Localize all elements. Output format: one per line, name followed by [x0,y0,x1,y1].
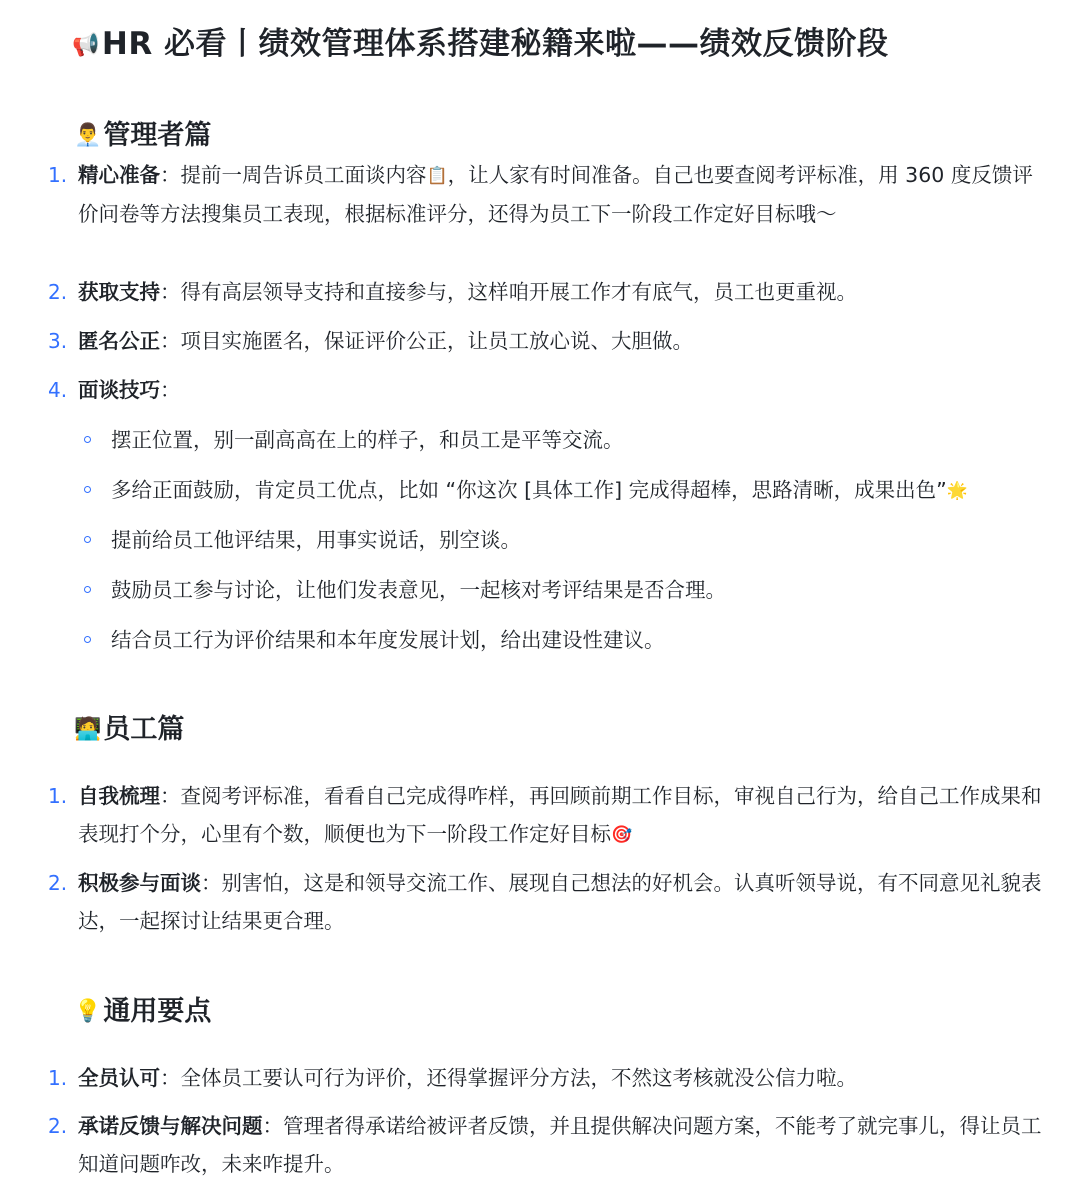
section-heading-text: 管理者篇 [103,120,212,151]
list-item-text [78,1107,1044,1183]
section-heading-manager [74,116,211,156]
bullet-icon [84,486,91,493]
item-text: ：提前一周告诉员工面谈内容 [160,163,427,187]
bullet-text: 结合员工行为评价结果和本年度发展计划，给出建设性建议。 [111,628,665,652]
item-text: ：别害怕，这是和领导交流工作、展现自己想法的好机会。认真听领导说，有不同意见礼貌表达，一起探讨让结果更合理。 [78,871,1042,933]
list-number: 1. [48,1066,68,1090]
technologist-icon: 🧑‍💻 [74,717,102,742]
bullet-text: 摆正位置，别一副高高在上的样子，和员工是平等交流。 [111,428,624,452]
bullet-icon [84,636,91,643]
bullet-text: 提前给员工他评结果，用事实说话，别空谈。 [111,528,521,552]
item-label: 匿名公正 [78,329,160,353]
list-number: 3. [48,329,68,353]
list-item [48,1107,1048,1187]
list-number: 1. [48,163,68,187]
bullet-icon [84,536,91,543]
item-text: ：管理者得承诺给被评者反馈，并且提供解决问题方案，不能考了就完事儿，得让员工知道问题咋改，未来咋提升。 [78,1114,1042,1176]
list-item-text [78,371,1044,409]
list-number: 1. [48,784,68,808]
item-text: ：全体员工要认可行为评价，还得掌握评分方法，不然这考核就没公信力啦。 [160,1066,857,1090]
target-icon: 🎯 [611,825,633,845]
section-heading-general [74,992,211,1032]
list-item-text [78,777,1044,854]
list-number: 4. [48,378,68,402]
item-text: ： [160,378,181,402]
list-number: 2. [48,280,68,304]
megaphone-icon: 📢 [72,33,100,58]
item-label: 精心准备 [78,163,160,187]
glowing-star-icon: 🌟 [946,481,968,501]
list-item [48,156,1048,236]
section-heading-text: 员工篇 [103,714,185,745]
item-label: 获取支持 [78,280,160,304]
bullet-icon [84,436,91,443]
item-label: 积极参与面谈 [78,871,201,895]
list-item-text [78,322,1044,360]
list-number: 2. [48,1114,68,1138]
list-item-text [78,864,1044,940]
list-number: 2. [48,871,68,895]
item-label: 全员认可 [78,1066,160,1090]
item-text-continued: ，让人家有时间准备。自己也要查阅考评标准，用 360 度反馈评价问卷等方法搜集员工表现，根据标准评分，还得为员工下一阶段工作定好目标哦～ [78,163,1033,226]
bullet-icon [84,586,91,593]
list-item [48,777,1048,857]
bullet-text: 鼓励员工参与讨论，让他们发表意见，一起核对考评结果是否合理。 [111,578,726,602]
clipboard-icon: 📋 [426,166,448,186]
bullet-text-wrapper [111,471,968,510]
item-text: ：得有高层领导支持和直接参与，这样咱开展工作才有底气，员工也更重视。 [160,280,857,304]
list-item-text [78,273,1044,311]
list-item-text [78,156,1044,233]
section-heading-text: 通用要点 [103,996,212,1027]
bullet-text: 多给正面鼓励，肯定员工优点，比如 “你这次 [具体工作] 完成得超棒，思路清晰，成果出色” [111,478,947,502]
item-label: 自我梳理 [78,784,160,808]
light-bulb-icon: 💡 [74,999,102,1024]
item-label: 面谈技巧 [78,378,160,402]
section-heading-employee [74,710,184,750]
item-label: 承诺反馈与解决问题 [78,1114,263,1138]
item-text: ：项目实施匿名，保证评价公正，让员工放心说、大胆做。 [160,329,693,353]
list-item [48,864,1048,944]
page-title-text: HR 必看丨绩效管理体系搭建秘籍来啦——绩效反馈阶段 [101,26,889,62]
item-text: ：查阅考评标准，看看自己完成得咋样，再回顾前期工作目标，审视自己行为，给自己工作成果和表现打个分，心里有个数，顺便也为下一阶段工作定好目标 [78,784,1042,846]
list-item-text [78,1059,1044,1097]
office-worker-icon: 👨‍💼 [74,123,102,148]
page-title [72,22,889,68]
